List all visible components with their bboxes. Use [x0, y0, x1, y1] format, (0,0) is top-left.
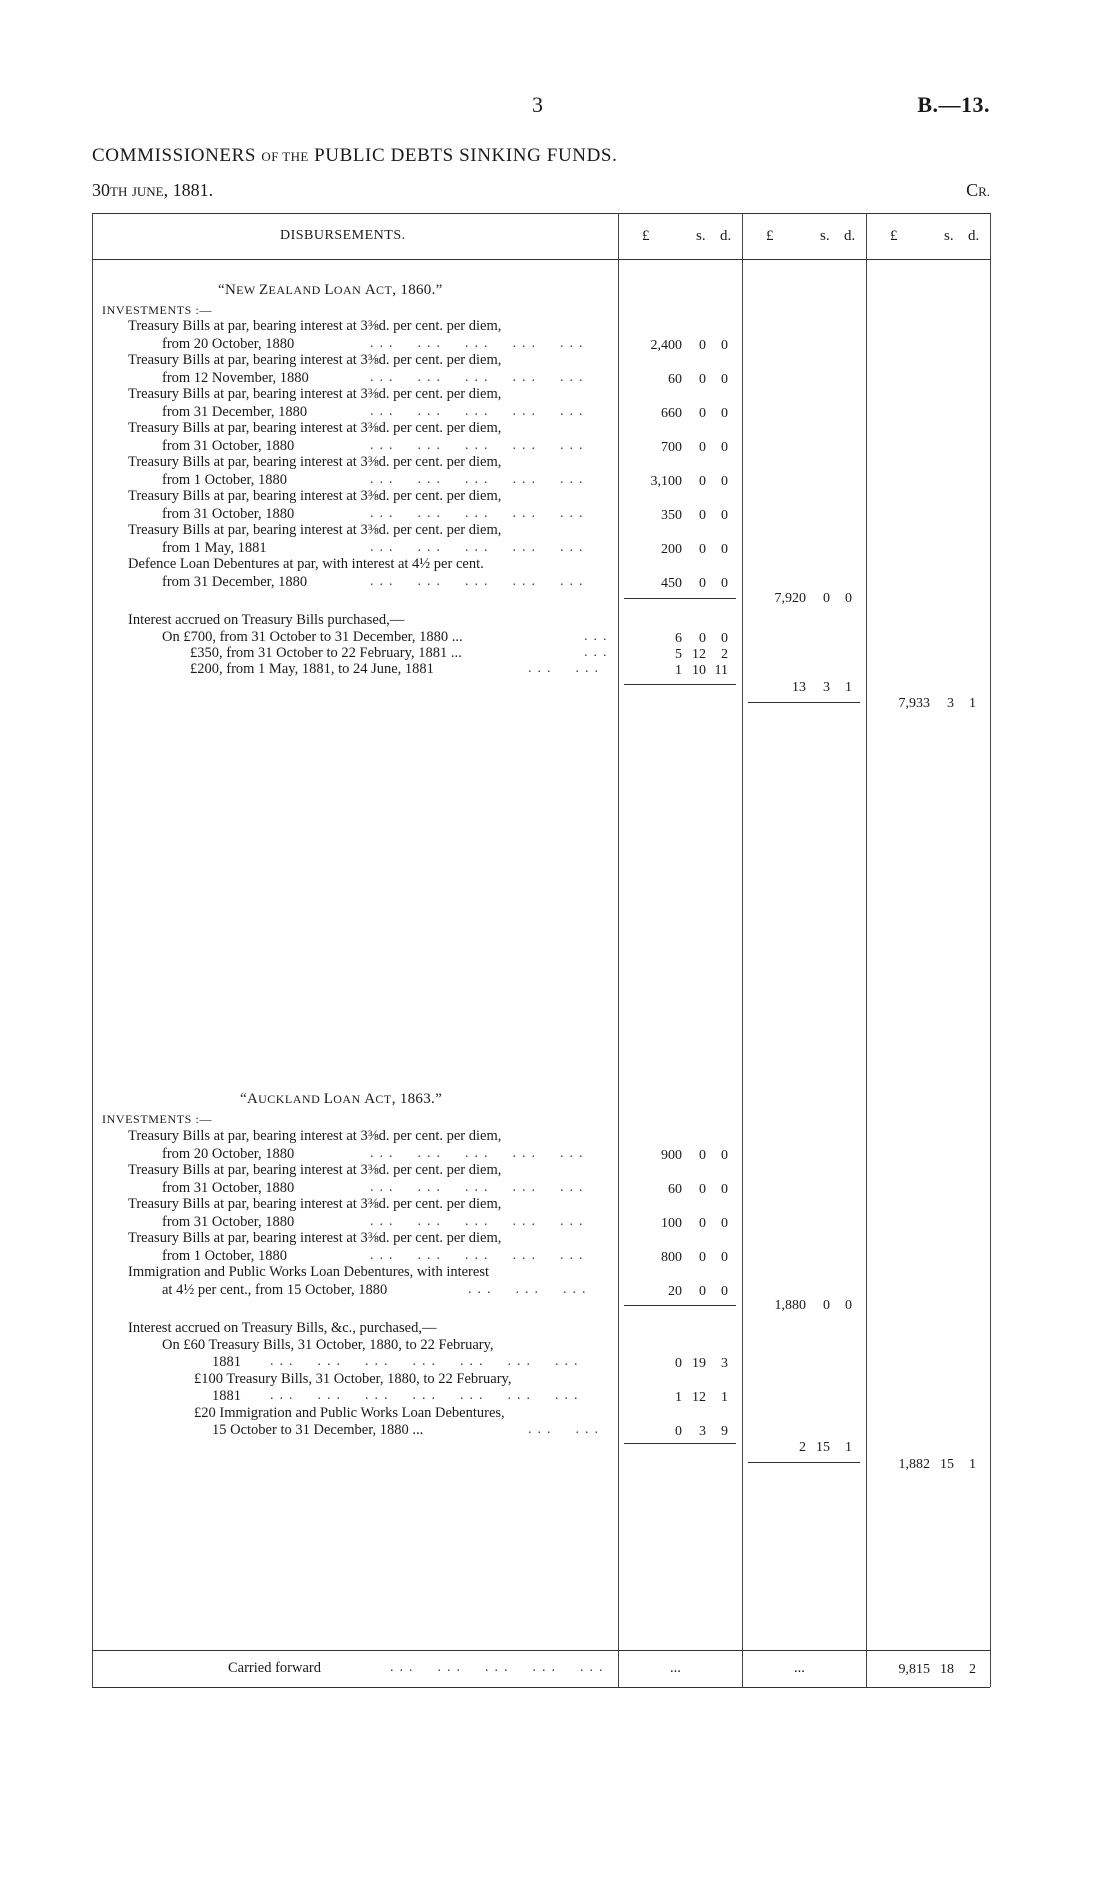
leader-dots: ... ... ... ... ...: [370, 506, 589, 521]
sum-rule: [748, 702, 860, 703]
row-text: Treasury Bills at par, bearing interest at 3⅜d. per cent. per diem,: [128, 318, 502, 334]
section-total: 1,882 15 1: [898, 1457, 976, 1472]
leader-dots: ...: [584, 629, 613, 644]
credit-side-label: CR.: [966, 180, 990, 200]
pound-header: £: [890, 228, 898, 244]
amount-cell: 5 12 2: [675, 647, 728, 662]
row-text: from 20 October, 1880: [162, 336, 295, 352]
pence-header: d.: [968, 228, 980, 244]
row-text: from 31 December, 1880: [162, 574, 308, 590]
row-text: Immigration and Public Works Loan Debentures, with interest: [128, 1264, 489, 1280]
amount-cell: 800 0 0: [661, 1250, 728, 1265]
row-text: from 31 October, 1880: [162, 506, 295, 522]
amount-cell: 6 0 0: [675, 631, 728, 646]
row-text: from 31 October, 1880: [162, 1180, 295, 1196]
row-text: On £700, from 31 October to 31 December, 1880 ...: [162, 629, 463, 645]
row-text: Treasury Bills at par, bearing interest at 3⅜d. per cent. per diem,: [128, 386, 502, 402]
row-text: from 20 October, 1880: [162, 1146, 295, 1162]
amount-cell: 100 0 0: [661, 1216, 728, 1231]
interest-subtotal: 13 3 1: [792, 680, 852, 695]
sum-rule: [624, 684, 736, 685]
section-title: “AUCKLAND LOAN ACT, 1863.”: [240, 1091, 443, 1107]
amount-cell: 0 3 9: [675, 1424, 728, 1439]
row-text: Treasury Bills at par, bearing interest at 3⅜d. per cent. per diem,: [128, 420, 502, 436]
sum-rule: [624, 598, 736, 599]
interest-subtotal: 2 15 1: [799, 1440, 852, 1455]
leader-dots: ... ... ... ... ...: [370, 1180, 589, 1195]
amount-cell: 2,400 0 0: [650, 338, 728, 353]
leader-dots: ... ... ...: [468, 1282, 592, 1297]
leader-dots: ... ... ... ... ...: [370, 336, 589, 351]
amount-cell: 450 0 0: [661, 576, 728, 591]
leader-dots: ... ... ... ... ... ... ...: [270, 1354, 584, 1369]
leader-dots: ... ... ... ... ...: [370, 1214, 589, 1229]
leader-dots: ... ...: [528, 1422, 604, 1437]
shilling-header: s.: [696, 228, 706, 244]
row-text: 15 October to 31 December, 1880 ...: [212, 1422, 424, 1438]
row-text: Treasury Bills at par, bearing interest at 3⅜d. per cent. per diem,: [128, 352, 502, 368]
statement-date: 30TH JUNE, 1881.: [92, 180, 214, 200]
row-text: Treasury Bills at par, bearing interest at 3⅜d. per cent. per diem,: [128, 1196, 502, 1212]
leader-dots: ... ...: [528, 661, 604, 676]
interest-heading: Interest accrued on Treasury Bills purchased,—: [128, 612, 405, 628]
leader-dots: ... ... ... ... ...: [370, 1248, 589, 1263]
leader-dots: ... ... ... ... ...: [370, 404, 589, 419]
heading-part: COMMISSIONERS: [92, 145, 257, 166]
carried-forward-label: Carried forward: [228, 1660, 321, 1676]
page-heading: [92, 145, 617, 167]
row-text: 1881: [212, 1388, 241, 1404]
row-text: from 12 November, 1880: [162, 370, 309, 386]
row-text: Treasury Bills at par, bearing interest at 3⅜d. per cent. per diem,: [128, 1162, 502, 1178]
carried-forward-rule: [92, 1650, 990, 1651]
carried-forward-col2: ...: [794, 1660, 805, 1676]
row-text: £200, from 1 May, 1881, to 24 June, 1881: [190, 661, 434, 677]
shilling-header: s.: [820, 228, 830, 244]
table-bottom-rule: [92, 1687, 990, 1688]
section-title: “NEW ZEALAND LOAN ACT, 1860.”: [218, 282, 443, 298]
amount-cell: 1 10 11: [675, 663, 728, 678]
row-text: £350, from 31 October to 22 February, 1881 ...: [190, 645, 462, 661]
amount-cell: 350 0 0: [661, 508, 728, 523]
pound-header: £: [766, 228, 774, 244]
table-left-rule: [92, 213, 93, 1687]
amount-cell: 60 0 0: [668, 1182, 728, 1197]
pence-header: d.: [844, 228, 856, 244]
section-total: 7,933 3 1: [898, 696, 976, 711]
row-text: 1881: [212, 1354, 241, 1370]
page-number: 3: [532, 92, 543, 117]
category-label: INVESTMENTS :—: [102, 1112, 213, 1126]
amount-cell: 60 0 0: [668, 372, 728, 387]
pence-header: d.: [720, 228, 732, 244]
amount-cell: 0 19 3: [675, 1356, 728, 1371]
row-text: from 31 December, 1880: [162, 404, 308, 420]
document-reference: B.—13.: [917, 92, 990, 117]
investments-subtotal: 7,920 0 0: [774, 591, 852, 606]
table-top-rule: [92, 213, 990, 214]
row-text: at 4½ per cent., from 15 October, 1880: [162, 1282, 388, 1298]
leader-dots: ... ... ... ... ... ... ...: [270, 1388, 584, 1403]
leader-dots: ... ... ... ... ...: [370, 1146, 589, 1161]
investments-subtotal: 1,880 0 0: [774, 1298, 852, 1313]
amount-cell: 3,100 0 0: [650, 474, 728, 489]
sum-rule: [624, 1443, 736, 1444]
row-text: Treasury Bills at par, bearing interest at 3⅜d. per cent. per diem,: [128, 1230, 502, 1246]
category-label: INVESTMENTS :—: [102, 303, 213, 317]
row-text: from 31 October, 1880: [162, 1214, 295, 1230]
sum-rule: [624, 1305, 736, 1306]
shilling-header: s.: [944, 228, 954, 244]
leader-dots: ...: [584, 645, 613, 660]
row-text: Treasury Bills at par, bearing interest at 3⅜d. per cent. per diem,: [128, 488, 502, 504]
row-text: from 1 May, 1881: [162, 540, 267, 556]
amount-cell: 660 0 0: [661, 406, 728, 421]
interest-heading: Interest accrued on Treasury Bills, &c., purchased,—: [128, 1320, 437, 1336]
column-rule: [866, 213, 867, 1687]
leader-dots: ... ... ... ... ...: [370, 540, 589, 555]
carried-forward-total: 9,815 18 2: [898, 1662, 976, 1677]
leader-dots: ... ... ... ... ...: [370, 574, 589, 589]
amount-cell: 200 0 0: [661, 542, 728, 557]
row-text: from 1 October, 1880: [162, 1248, 288, 1264]
leader-dots: ... ... ... ... ...: [370, 370, 589, 385]
amount-cell: 1 12 1: [675, 1390, 728, 1405]
table-header-rule: [92, 259, 990, 260]
heading-connector: OF THE: [261, 149, 309, 164]
table-right-rule: [990, 213, 991, 1687]
row-text: from 1 October, 1880: [162, 472, 288, 488]
leader-dots: ... ... ... ... ...: [370, 438, 589, 453]
column-rule: [742, 213, 743, 1687]
row-text: Treasury Bills at par, bearing interest at 3⅜d. per cent. per diem,: [128, 454, 502, 470]
pound-header: £: [642, 228, 650, 244]
row-text: On £60 Treasury Bills, 31 October, 1880, to 22 February,: [162, 1337, 494, 1353]
carried-forward-col1: ...: [670, 1660, 681, 1676]
leader-dots: ... ... ... ... ...: [370, 472, 589, 487]
row-text: Treasury Bills at par, bearing interest at 3⅜d. per cent. per diem,: [128, 1128, 502, 1144]
row-text: Defence Loan Debentures at par, with interest at 4½ per cent.: [128, 556, 484, 572]
row-text: Treasury Bills at par, bearing interest at 3⅜d. per cent. per diem,: [128, 522, 502, 538]
row-text: from 31 October, 1880: [162, 438, 295, 454]
disbursements-heading: DISBURSEMENTS.: [280, 228, 406, 243]
amount-cell: 900 0 0: [661, 1148, 728, 1163]
heading-part: PUBLIC DEBTS SINKING FUNDS.: [314, 145, 618, 166]
column-rule: [618, 213, 619, 1687]
sum-rule: [748, 1462, 860, 1463]
leader-dots: ... ... ... ... ...: [390, 1660, 609, 1675]
row-text: £100 Treasury Bills, 31 October, 1880, to 22 February,: [194, 1371, 512, 1387]
amount-cell: 20 0 0: [668, 1284, 728, 1299]
row-text: £20 Immigration and Public Works Loan Debentures,: [194, 1405, 505, 1421]
amount-cell: 700 0 0: [661, 440, 728, 455]
